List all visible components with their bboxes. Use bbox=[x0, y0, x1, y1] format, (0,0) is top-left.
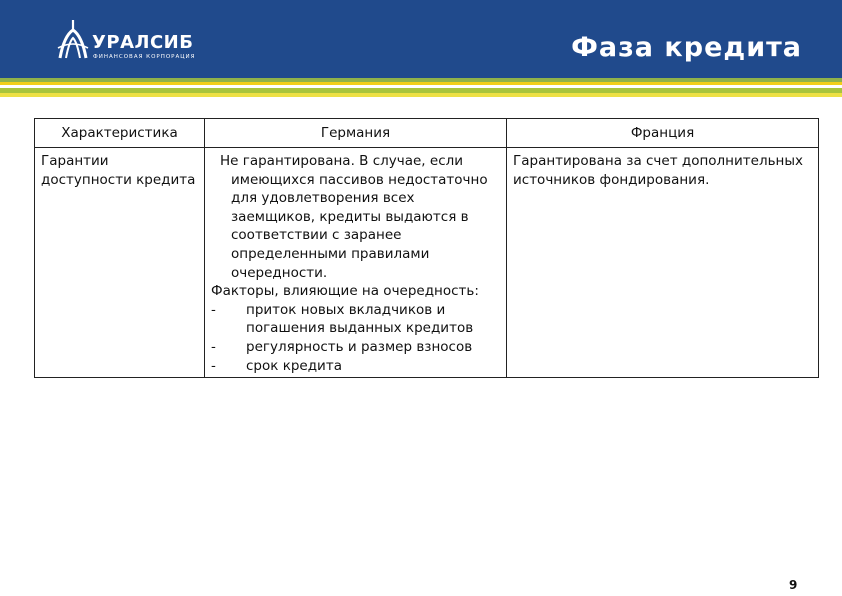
header-characteristic: Характеристика bbox=[35, 119, 205, 148]
table-row bbox=[35, 148, 819, 378]
table-header-row bbox=[35, 119, 819, 148]
header-banner bbox=[0, 0, 842, 78]
cell-characteristic: Гарантии доступности кредита bbox=[35, 148, 205, 378]
uralsib-logo-icon bbox=[56, 18, 90, 64]
germany-intro: Не гарантирована. В случае, если имеющихся пассивов недостаточно для удовлетворения всех заемщиков, кредиты выдаются в соответствии с заранее определенными правилами очередности. bbox=[220, 153, 488, 281]
header-stripe-light-yellow bbox=[0, 93, 842, 97]
factor-text: регулярность и размер взносов bbox=[246, 338, 473, 355]
factor-text: срок кредита bbox=[246, 357, 342, 374]
header-germany: Германия bbox=[205, 119, 507, 148]
list-item: - приток новых вкладчиков и погашения выданных кредитов bbox=[211, 301, 474, 337]
list-item: - срок кредита bbox=[211, 357, 342, 374]
comparison-table bbox=[34, 118, 819, 378]
cell-germany bbox=[205, 148, 507, 378]
page-title: Фаза кредита bbox=[571, 32, 802, 63]
cell-france: Гарантирована за счет дополнительных источников фондирования. bbox=[507, 148, 819, 378]
page-number: 9 bbox=[789, 578, 798, 592]
header-france: Франция bbox=[507, 119, 819, 148]
list-item: - регулярность и размер взносов bbox=[211, 338, 473, 355]
factor-text: приток новых вкладчиков и погашения выданных кредитов bbox=[246, 301, 474, 337]
logo-name: УРАЛСИБ bbox=[92, 32, 194, 53]
company-logo[interactable] bbox=[56, 18, 206, 64]
germany-factors-title: Факторы, влияющие на очередность: bbox=[211, 283, 479, 300]
logo-subtitle: ФИНАНСОВАЯ КОРПОРАЦИЯ bbox=[93, 54, 196, 60]
